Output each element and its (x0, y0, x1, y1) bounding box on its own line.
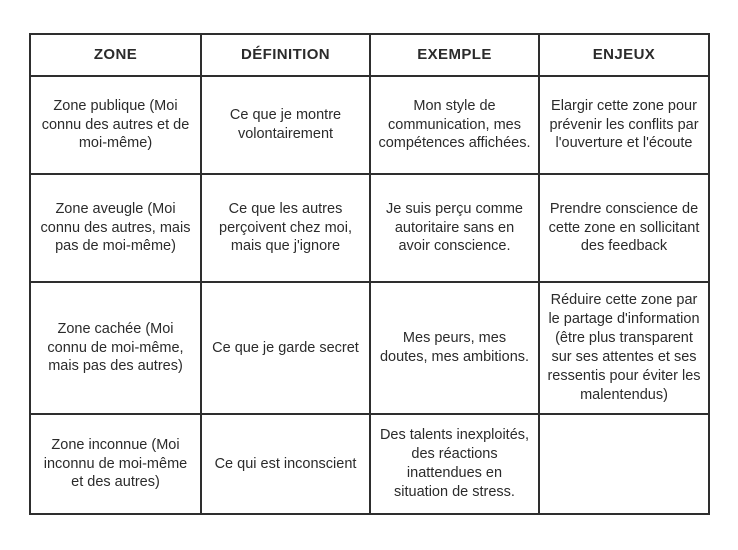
column-header-enjeux: ENJEUX (539, 34, 709, 76)
table-row-zone-publique (30, 76, 709, 174)
cell-zone-inconnue-enjeux (539, 414, 709, 514)
cell-zone-inconnue-definition: Ce qui est inconscient (201, 414, 370, 514)
cell-zone-publique-zone: Zone publique (Moi connu des autres et de moi-même) (30, 76, 201, 174)
table-row-zone-aveugle (30, 174, 709, 282)
cell-zone-aveugle-exemple: Je suis perçu comme autoritaire sans en avoir conscience. (370, 174, 539, 282)
cell-zone-publique-enjeux: Elargir cette zone pour prévenir les conflits par l'ouverture et l'écoute (539, 76, 709, 174)
cell-zone-inconnue-zone: Zone inconnue (Moi inconnu de moi-même et des autres) (30, 414, 201, 514)
cell-zone-cachee-enjeux: Réduire cette zone par le partage d'information (être plus transparent sur ses attentes et ses ressentis pour éviter les malentendus) (539, 282, 709, 414)
cell-zone-cachee-exemple: Mes peurs, mes doutes, mes ambitions. (370, 282, 539, 414)
cell-zone-publique-definition: Ce que je montre volontairement (201, 76, 370, 174)
cell-zone-publique-exemple: Mon style de communication, mes compétences affichées. (370, 76, 539, 174)
cell-zone-aveugle-definition: Ce que les autres perçoivent chez moi, mais que j'ignore (201, 174, 370, 282)
column-header-exemple: EXEMPLE (370, 34, 539, 76)
table-row-zone-cachee (30, 282, 709, 414)
column-header-definition: DÉFINITION (201, 34, 370, 76)
header-row (30, 34, 709, 76)
table-row-zone-inconnue (30, 414, 709, 514)
cell-zone-cachee-definition: Ce que je garde secret (201, 282, 370, 414)
column-header-zone: ZONE (30, 34, 201, 76)
cell-zone-cachee-zone: Zone cachée (Moi connu de moi-même, mais pas des autres) (30, 282, 201, 414)
cell-zone-inconnue-exemple: Des talents inexploités, des réactions inattendues en situation de stress. (370, 414, 539, 514)
johari-window-table (29, 33, 710, 515)
cell-zone-aveugle-zone: Zone aveugle (Moi connu des autres, mais pas de moi-même) (30, 174, 201, 282)
cell-zone-aveugle-enjeux: Prendre conscience de cette zone en sollicitant des feedback (539, 174, 709, 282)
